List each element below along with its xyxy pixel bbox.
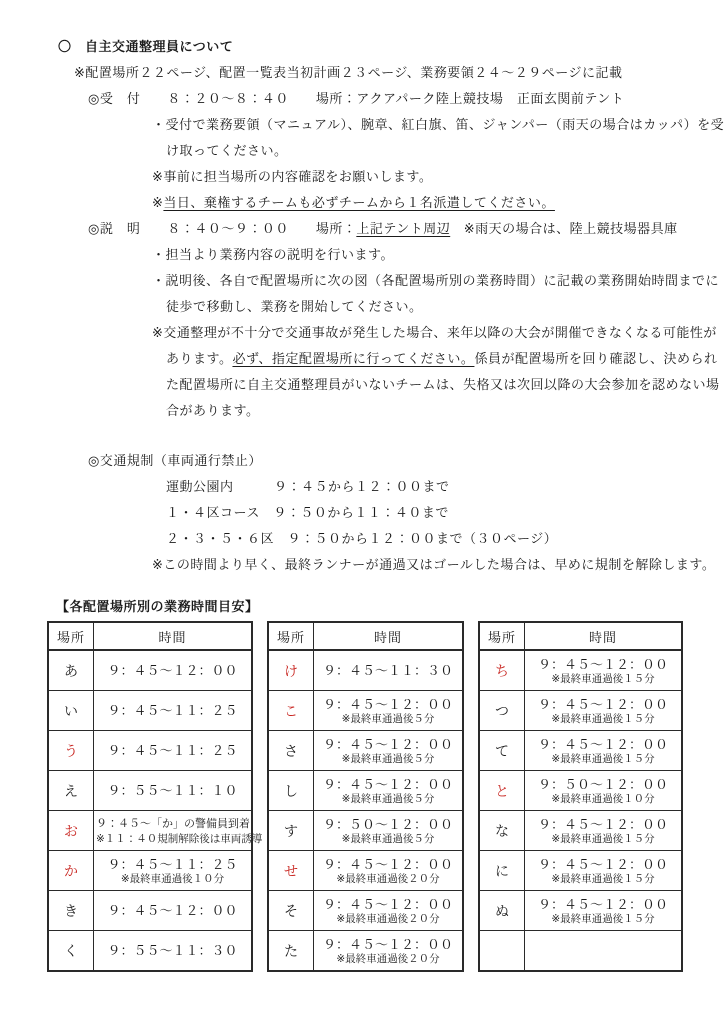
place-cell: し — [268, 771, 314, 811]
doc-line — [166, 294, 724, 320]
doc-text: 〇 自主交通整理員について — [58, 39, 234, 54]
table-row — [479, 931, 682, 972]
table-row — [268, 891, 463, 931]
time-note: ※１１：４０規制解除後は車両誘導 — [96, 832, 263, 845]
time-note: ※最終車通過後２０分 — [336, 872, 440, 885]
place-cell: に — [479, 851, 525, 891]
place-cell: こ — [268, 691, 314, 731]
time-value: ９：４５～１２：００ — [537, 696, 668, 712]
time-cell — [314, 771, 464, 811]
time-note: ※最終車通過後１５分 — [551, 672, 655, 685]
place-cell: い — [48, 691, 94, 731]
table-header-time: 時間 — [314, 622, 464, 650]
place-cell: あ — [48, 650, 94, 691]
doc-text: ※この時間より早く、最終ランナーが通過又はゴールした場合は、早めに規制を解除します。 — [152, 557, 716, 572]
doc-text: ◎受 付 ８：２０～８：４０ 場所：アクアパーク陸上競技場 正面玄関前テント — [88, 91, 625, 106]
time-cell — [525, 811, 683, 851]
time-cell — [525, 891, 683, 931]
table-row — [479, 851, 682, 891]
place-cell: せ — [268, 851, 314, 891]
time-note: ※最終車通過後１０分 — [120, 872, 225, 885]
doc-text: あります。 — [166, 351, 233, 366]
doc-line — [88, 216, 724, 242]
time-note: ※最終車通過後２０分 — [336, 952, 440, 965]
table-row — [48, 931, 252, 972]
table-row — [268, 811, 463, 851]
time-note: ※最終車通過後１５分 — [551, 752, 655, 765]
time-note: ※最終車通過後１５分 — [551, 712, 655, 725]
place-cell: き — [48, 891, 94, 931]
time-value: ９：４５～１２：００ — [322, 856, 453, 872]
doc-line — [166, 474, 724, 500]
time-cell — [314, 650, 464, 691]
time-value: ９：４５～１１：２５ — [107, 856, 238, 872]
doc-line — [152, 268, 724, 294]
doc-line — [152, 164, 724, 190]
time-note: ※最終車通過後５分 — [341, 792, 435, 805]
doc-underlined-text: 上記テント周辺 — [356, 221, 451, 236]
schedule-table-1 — [47, 621, 263, 972]
time-note: ※最終車通過後２０分 — [336, 912, 440, 925]
table-row — [48, 811, 252, 851]
time-cell — [314, 731, 464, 771]
table-row — [268, 731, 463, 771]
time-cell — [314, 931, 464, 972]
time-cell — [94, 650, 253, 691]
place-cell: う — [48, 731, 94, 771]
doc-text: ◎交通規制（車両通行禁止） — [88, 453, 262, 468]
place-cell: え — [48, 771, 94, 811]
place-cell: お — [48, 811, 94, 851]
place-cell: さ — [268, 731, 314, 771]
time-cell — [314, 851, 464, 891]
time-cell — [525, 731, 683, 771]
place-cell: な — [479, 811, 525, 851]
doc-text: ・説明後、各自で配置場所に次の図（各配置場所別の業務時間）に記載の業務開始時間までに — [152, 273, 720, 288]
time-cell — [94, 691, 253, 731]
time-value: ９：４５～「か」の警備員到着 — [96, 817, 250, 830]
table-row — [48, 771, 252, 811]
table-row — [48, 691, 252, 731]
time-value: ９：４５～１１：３０ — [322, 663, 453, 678]
doc-line — [152, 242, 724, 268]
place-cell: た — [268, 931, 314, 972]
time-value: ９：４５～１２：００ — [537, 896, 668, 912]
time-value: ９：４５～１２：００ — [537, 816, 668, 832]
time-cell — [94, 811, 263, 851]
time-value: ９：４５～１２：００ — [322, 936, 453, 952]
time-value: ９：４５～１２：００ — [322, 736, 453, 752]
table-row — [48, 731, 252, 771]
time-cell — [525, 931, 683, 972]
time-value: ９：５０～１２：００ — [537, 776, 668, 792]
time-value: ９：５５～１１：３０ — [107, 943, 238, 958]
time-cell — [314, 811, 464, 851]
table-header-place: 場所 — [48, 622, 94, 650]
table-header-time: 時間 — [525, 622, 683, 650]
table-row — [268, 691, 463, 731]
time-value: ９：５０～１２：００ — [322, 816, 453, 832]
place-cell: く — [48, 931, 94, 972]
table-row — [268, 650, 463, 691]
doc-text: ※事前に担当場所の内容確認をお願いします。 — [152, 169, 433, 184]
time-value: ９：４５～１２：００ — [322, 776, 453, 792]
table-row — [268, 771, 463, 811]
doc-text: ※配置場所２２ページ、配置一覧表当初計画２３ページ、業務要領２４～２９ページに記載 — [74, 65, 623, 80]
schedule-tables — [47, 621, 724, 972]
place-cell: と — [479, 771, 525, 811]
time-value: ９：４５～１２：００ — [537, 656, 668, 672]
doc-line — [166, 372, 724, 398]
doc-line — [74, 60, 724, 86]
doc-line — [88, 448, 724, 474]
time-note: ※最終車通過後５分 — [341, 712, 435, 725]
doc-text: ・受付で業務要領（マニュアル）、腕章、紅白旗、笛、ジャンパー（雨天の場合はカッパ）を受 — [152, 117, 724, 132]
doc-text: 徒歩で移動し、業務を開始してください。 — [166, 299, 423, 314]
table-row — [479, 811, 682, 851]
doc-line — [166, 398, 724, 424]
time-note: ※最終車通過後５分 — [341, 752, 435, 765]
place-cell: ち — [479, 650, 525, 691]
doc-line — [152, 320, 724, 346]
time-cell — [314, 891, 464, 931]
doc-text: ※交通整理が不十分で交通事故が発生した場合、来年以降の大会が開催できなくなる可能性が — [152, 325, 717, 340]
schedule-table-2 — [267, 621, 464, 972]
doc-line — [166, 346, 724, 372]
place-cell: け — [268, 650, 314, 691]
time-cell — [314, 691, 464, 731]
time-value: ９：５５～１１：１０ — [107, 783, 238, 798]
doc-line — [166, 500, 724, 526]
doc-text: 合があります。 — [166, 403, 260, 418]
doc-line — [58, 34, 724, 60]
doc-underlined-text: 必ず、指定配置場所に行ってください。 — [232, 351, 475, 366]
doc-text: た配置場所に自主交通整理員がいないチームは、失格又は次回以降の大会参加を認めない場 — [166, 377, 720, 392]
time-cell — [94, 771, 253, 811]
time-note: ※最終車通過後５分 — [341, 832, 435, 845]
doc-line — [166, 138, 724, 164]
table-header-place: 場所 — [479, 622, 525, 650]
table-row — [479, 891, 682, 931]
doc-text: ・担当より業務内容の説明を行います。 — [152, 247, 394, 262]
time-value: ９：４５～１２：００ — [322, 896, 453, 912]
table-row — [479, 771, 682, 811]
doc-text: １・４区コース ９：５０から１１：４０まで — [166, 505, 449, 520]
doc-text: 係員が配置場所を回り確認し、決められ — [474, 351, 718, 366]
doc-underlined-text: 当日、棄権するチームも必ずチームから１名派遣してください。 — [163, 195, 555, 210]
time-value: ９：４５～１２：００ — [322, 696, 453, 712]
time-cell — [94, 891, 253, 931]
time-value: ９：４５～１１：２５ — [107, 743, 238, 758]
time-value: ９：４５～１２：００ — [537, 856, 668, 872]
place-cell: か — [48, 851, 94, 891]
table-header-time: 時間 — [94, 622, 253, 650]
place-cell: ぬ — [479, 891, 525, 931]
table-header-place: 場所 — [268, 622, 314, 650]
schedule-table-3 — [478, 621, 683, 972]
table-row — [479, 650, 682, 691]
place-cell: す — [268, 811, 314, 851]
doc-line — [152, 552, 724, 578]
doc-text: け取ってください。 — [166, 143, 288, 158]
table-row — [48, 650, 252, 691]
doc-text: 運動公園内 ９：４５から１２：００まで — [166, 479, 450, 494]
tables-caption: 【各配置場所別の業務時間目安】 — [56, 599, 259, 614]
table-row — [479, 731, 682, 771]
time-value: ９：４５～１２：００ — [537, 736, 668, 752]
time-note: ※最終車通過後１５分 — [551, 872, 655, 885]
place-cell: て — [479, 731, 525, 771]
place-cell — [479, 931, 525, 972]
time-cell — [525, 650, 683, 691]
time-cell — [94, 731, 253, 771]
doc-line — [88, 86, 724, 112]
time-note: ※最終車通過後１５分 — [551, 912, 655, 925]
table-row — [48, 891, 252, 931]
place-cell: つ — [479, 691, 525, 731]
doc-text: ※ — [152, 195, 164, 210]
doc-text: ２・３・５・６区 ９：５０から１２：００まで（３０ページ） — [166, 531, 558, 546]
table-row — [268, 851, 463, 891]
table-row — [268, 931, 463, 972]
time-value: ９：４５～１２：００ — [107, 663, 238, 678]
time-value: ９：４５～１２：００ — [107, 903, 238, 918]
time-cell — [525, 771, 683, 811]
time-value: ９：４５～１１：２５ — [107, 703, 238, 718]
time-note: ※最終車通過後１５分 — [551, 832, 655, 845]
table-row — [48, 851, 252, 891]
time-cell — [94, 931, 253, 972]
time-cell — [525, 851, 683, 891]
place-cell: そ — [268, 891, 314, 931]
time-cell — [525, 691, 683, 731]
time-note: ※最終車通過後１０分 — [551, 792, 655, 805]
doc-text: ◎説 明 ８：４０～９：００ 場所： — [88, 221, 357, 236]
doc-line — [166, 526, 724, 552]
table-row — [479, 691, 682, 731]
doc-line — [152, 190, 724, 216]
time-cell — [94, 851, 253, 891]
doc-line — [152, 112, 724, 138]
doc-text: ※雨天の場合は、陸上競技場器具庫 — [450, 221, 678, 236]
